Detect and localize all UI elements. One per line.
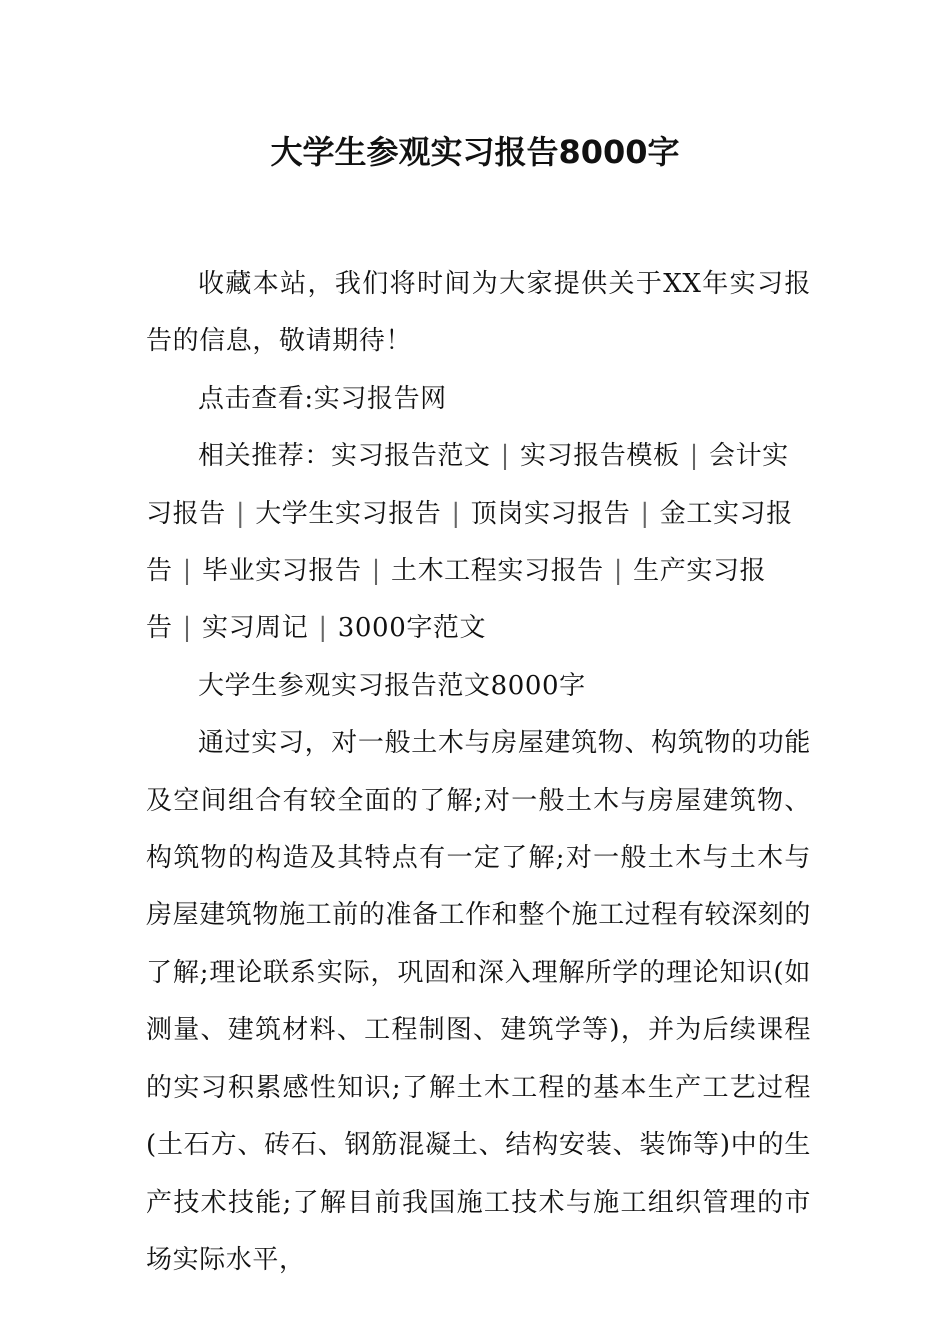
- intro-paragraph: 收藏本站，我们将时间为大家提供关于XX年实习报告的信息，敬请期待！: [146, 269, 811, 357]
- related-link-7[interactable]: 毕业实习报告: [201, 556, 362, 587]
- separator: |: [689, 441, 699, 472]
- article-body-paragraph: 通过实习，对一般土木与房屋建筑物、构筑物的功能及空间组合有较全面的了解;对一般土木与房屋建筑物、构筑物的构造及其特点有一定了解;对一般土木与土木与房屋建筑物施工前的准备工作和整个施工过程有较深刻的了解;理论联系实际，巩固和深入理解所学的理论知识(如测量、建筑材料、工程制图、建筑学等)，并为后续课程的实习积累感性知识;了解土木工程的基本生产工艺过程(土石方、砖石、钢筋混凝土、结构安装、装饰等)中的生产技术技能;了解目前我国施工技术与施工组织管理的市场实际水平，: [146, 728, 812, 1275]
- separator: |: [235, 498, 246, 529]
- separator: |: [182, 613, 192, 644]
- related-link-4[interactable]: 大学生实习报告: [255, 498, 442, 529]
- separator: |: [613, 556, 624, 587]
- related-label: 相关推荐：: [198, 441, 332, 472]
- related-link-5[interactable]: 顶岗实习报告: [470, 498, 631, 529]
- view-more-label: 点击查看:: [198, 383, 314, 414]
- related-link-3[interactable]: 会计实习报告: [146, 441, 789, 529]
- separator: |: [182, 556, 192, 587]
- related-link-10[interactable]: 实习周记: [201, 613, 309, 644]
- related-recommendations: [146, 428, 811, 658]
- related-link-8[interactable]: 土木工程实习报告: [390, 556, 604, 587]
- article-subtitle: 大学生参观实习报告范文8000字: [198, 670, 586, 701]
- separator: |: [371, 556, 381, 587]
- document-title: 大学生参观实习报告8000字: [270, 133, 680, 171]
- separator: |: [451, 498, 461, 529]
- related-link-11[interactable]: 3000字范文: [337, 613, 487, 644]
- document-body: [146, 256, 811, 1289]
- related-link-2[interactable]: 实习报告模板: [520, 441, 680, 472]
- view-more-paragraph: [146, 371, 811, 428]
- separator: |: [640, 498, 650, 529]
- related-link-6[interactable]: 金工实习报告: [146, 498, 793, 587]
- related-link-9[interactable]: 生产实习报告: [146, 556, 767, 644]
- separator: |: [318, 613, 328, 644]
- related-link-1[interactable]: 实习报告范文: [331, 441, 491, 472]
- separator: |: [500, 441, 510, 472]
- view-more-link[interactable]: 实习报告网: [313, 383, 447, 414]
